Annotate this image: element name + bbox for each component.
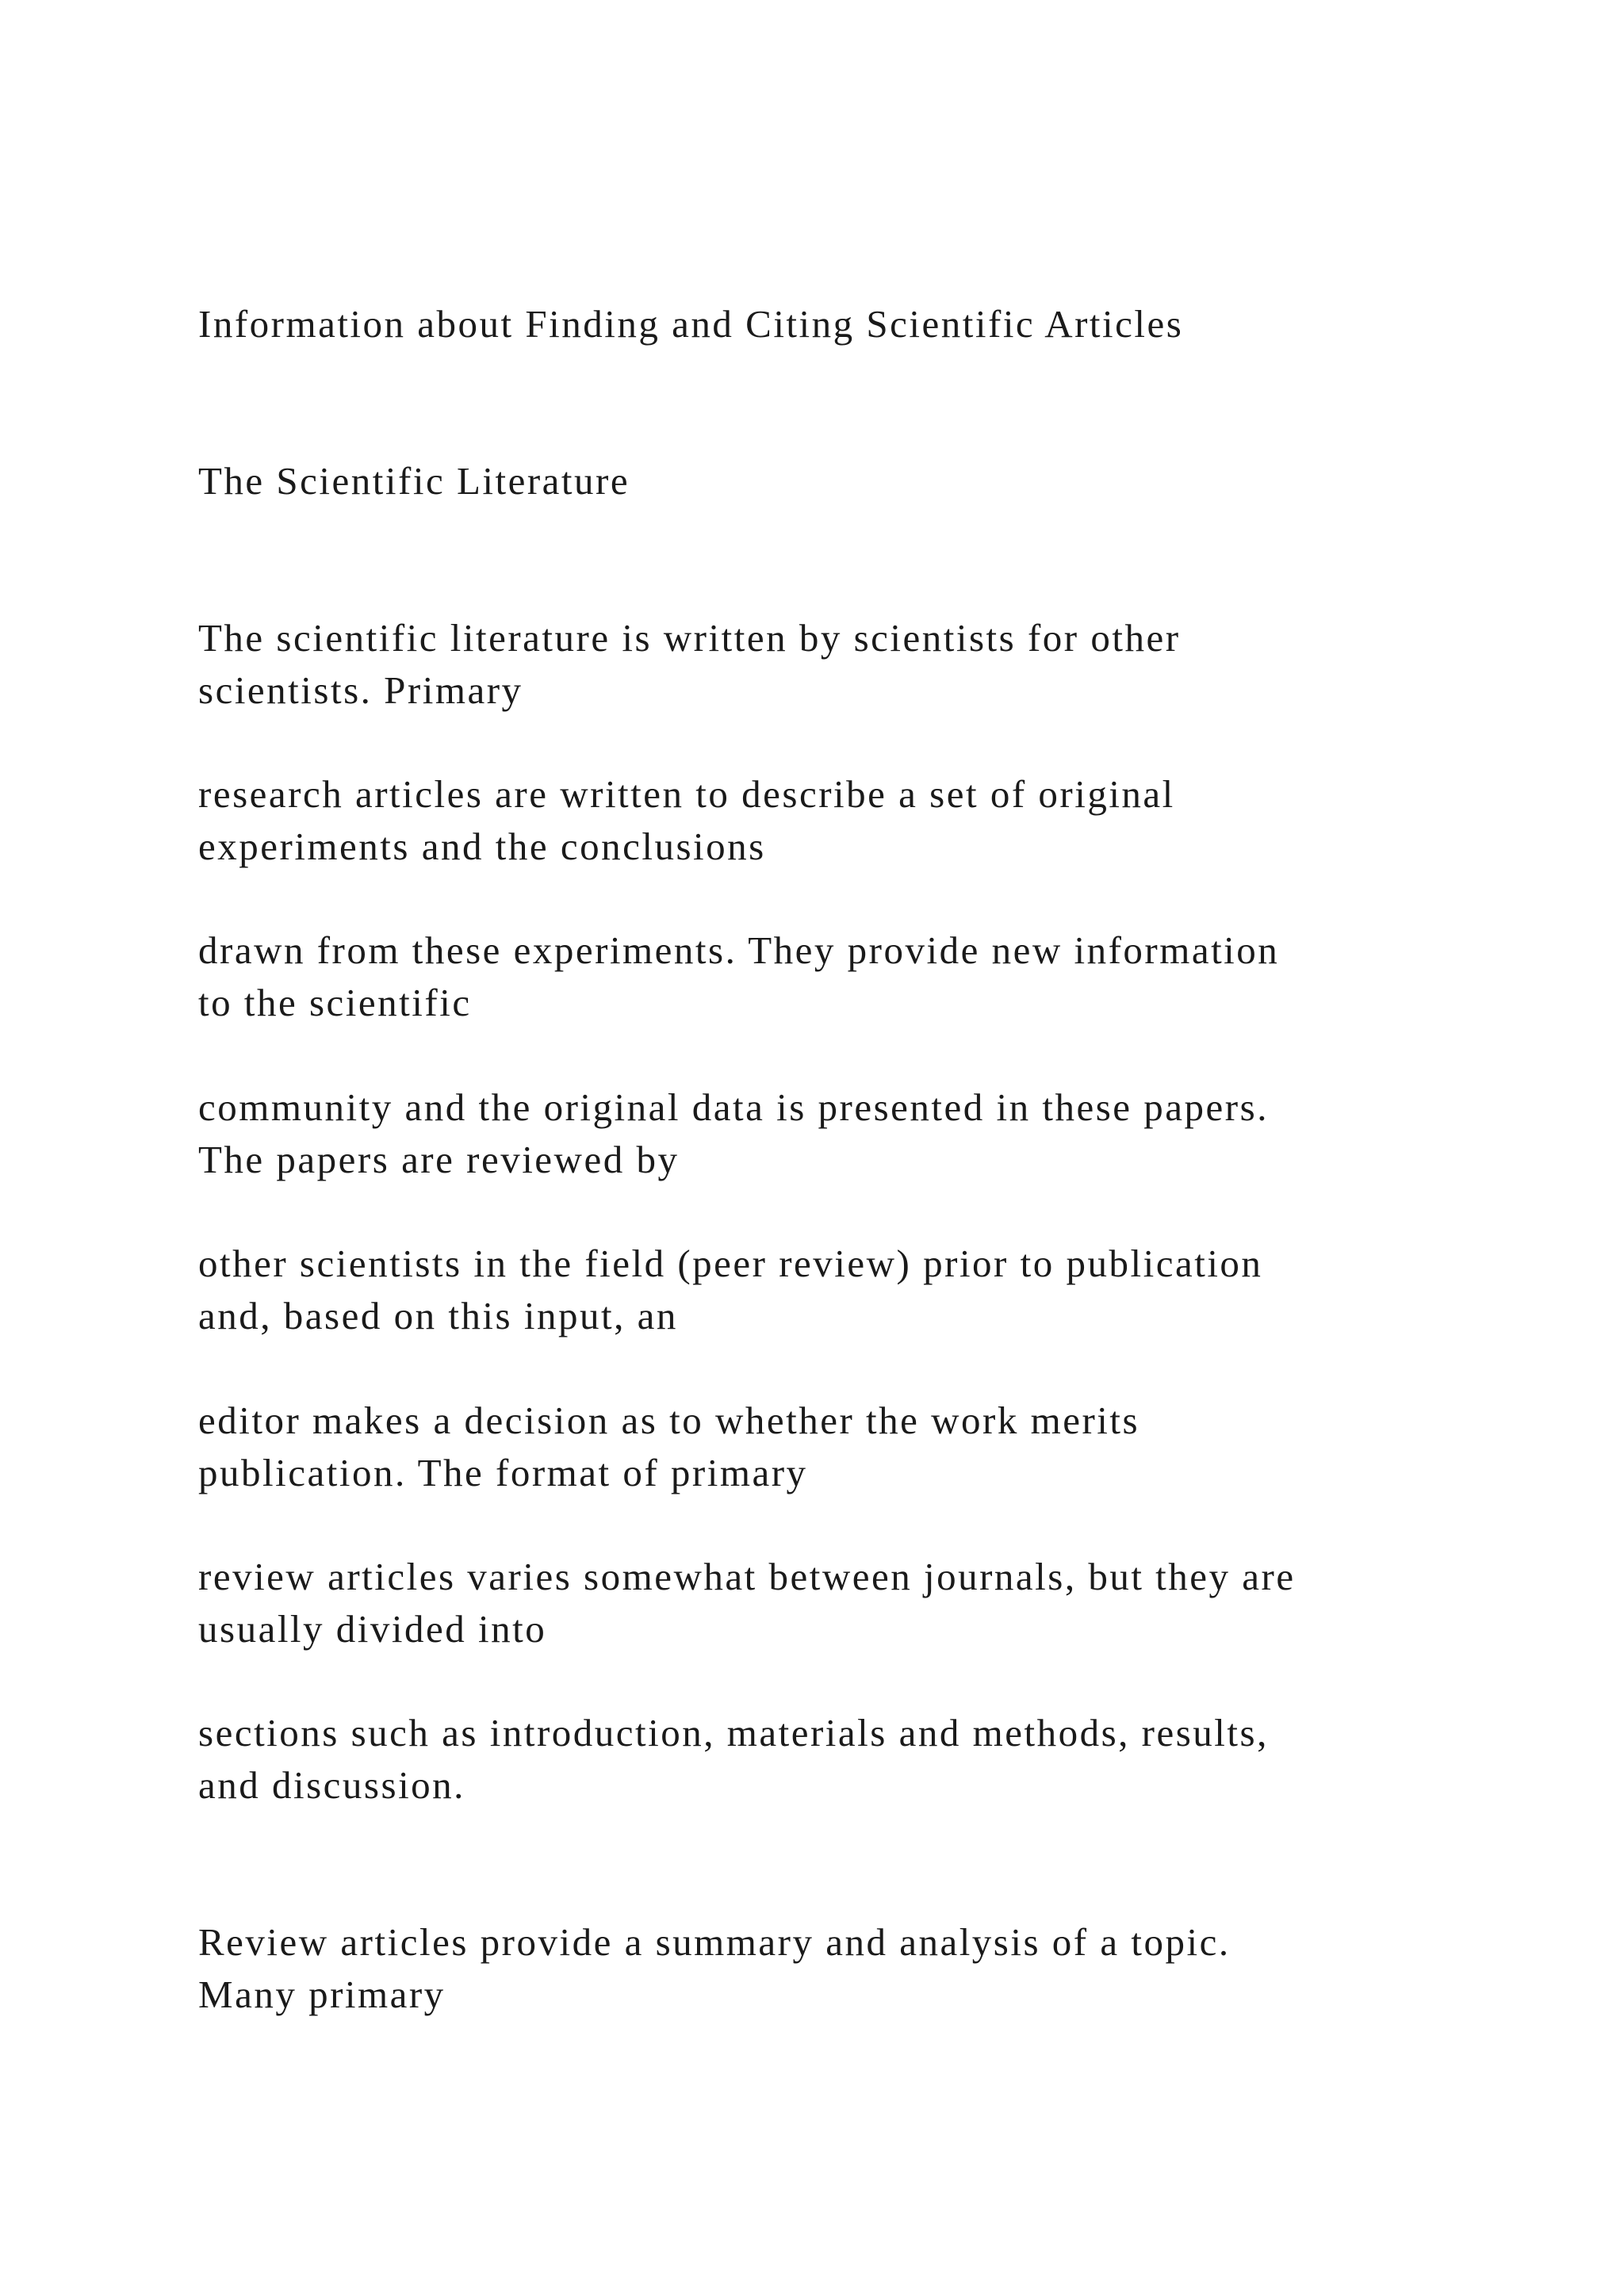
document-title	[198, 298, 1467, 350]
paragraph-line: review articles varies somewhat between journals, but they are	[198, 1555, 1296, 1598]
paragraph-3	[198, 924, 1467, 1029]
paragraph-line: The papers are reviewed by	[198, 1138, 680, 1181]
section-heading-text: The Scientific Literature	[198, 459, 630, 503]
paragraph-6	[198, 1395, 1467, 1499]
paragraph-line: The scientific literature is written by scientists for other	[198, 616, 1181, 660]
paragraph-line: other scientists in the field (peer review) prior to publication	[198, 1242, 1263, 1285]
paragraph-line: editor makes a decision as to whether the work merits	[198, 1399, 1140, 1442]
paragraph-4	[198, 1081, 1467, 1186]
paragraph-line: sections such as introduction, materials and methods, results,	[198, 1711, 1269, 1755]
paragraph-line: to the scientific	[198, 981, 472, 1024]
paragraph-line: and discussion.	[198, 1763, 465, 1807]
paragraph-line: publication. The format of primary	[198, 1451, 808, 1494]
paragraph-1	[198, 612, 1467, 717]
paragraph-2	[198, 768, 1467, 873]
paragraph-line: scientists. Primary	[198, 668, 523, 712]
paragraph-7	[198, 1551, 1467, 1655]
paragraph-line: usually divided into	[198, 1607, 547, 1651]
paragraph-line: Review articles provide a summary and analysis of a topic.	[198, 1920, 1231, 1964]
paragraph-8	[198, 1707, 1467, 1812]
title-text: Information about Finding and Citing Scientific Articles	[198, 302, 1184, 346]
paragraph-line: drawn from these experiments. They provide new information	[198, 928, 1280, 972]
paragraph-9	[198, 1916, 1467, 2021]
paragraph-line: experiments and the conclusions	[198, 825, 766, 868]
paragraph-line: Many primary	[198, 1973, 446, 2016]
paragraph-line: research articles are written to describe a set of original	[198, 772, 1175, 816]
paragraph-5	[198, 1238, 1467, 1342]
section-heading	[198, 455, 1467, 507]
paragraph-line: and, based on this input, an	[198, 1294, 678, 1337]
paragraph-line: community and the original data is presented in these papers.	[198, 1085, 1269, 1129]
